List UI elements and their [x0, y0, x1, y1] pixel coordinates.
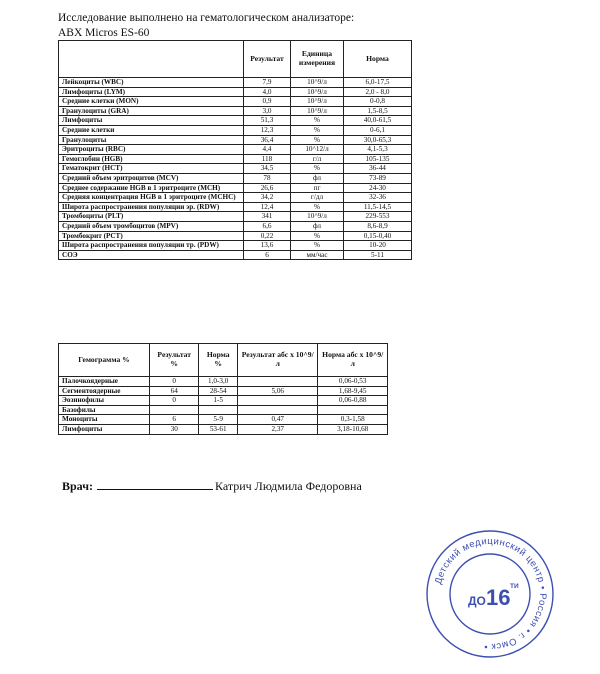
test-name: Гранулоциты — [59, 135, 244, 145]
table-header-row — [59, 41, 412, 78]
norm-absolute: 3,18-10,68 — [318, 424, 388, 434]
table-row — [59, 231, 412, 241]
test-unit: 10^9/л — [291, 87, 344, 97]
test-value: 4,0 — [244, 87, 291, 97]
test-value: 13,6 — [244, 241, 291, 251]
table-row — [59, 154, 412, 164]
test-name: Средние клетки (MON) — [59, 97, 244, 107]
table-row — [59, 173, 412, 183]
test-value: 0,9 — [244, 97, 291, 107]
result-percent: 0 — [150, 396, 199, 406]
test-value: 36,4 — [244, 135, 291, 145]
doctor-label: Врач: — [62, 479, 93, 493]
test-name: Эритроциты (RBC) — [59, 145, 244, 155]
result-absolute — [238, 396, 318, 406]
table-row — [59, 202, 412, 212]
test-value: 3,0 — [244, 106, 291, 116]
test-unit: % — [291, 241, 344, 251]
test-norm: 1,5-8,5 — [344, 106, 412, 116]
test-unit: % — [291, 125, 344, 135]
table-row — [59, 405, 388, 415]
table-row — [59, 135, 412, 145]
test-value: 34,2 — [244, 193, 291, 203]
table-row — [59, 97, 412, 107]
test-name: Широта распространения популяции эр. (RDW) — [59, 202, 244, 212]
test-norm: 5-11 — [344, 250, 412, 260]
heading-line-2: ABX Micros ES-60 — [58, 27, 150, 39]
test-value: 6 — [244, 250, 291, 260]
test-norm: 30,0-65,3 — [344, 135, 412, 145]
cell-type: Эозинофилы — [59, 396, 150, 406]
cell-type: Сегментоядерные — [59, 386, 150, 396]
blood-test-table — [58, 40, 412, 260]
norm-percent: 1-5 — [199, 396, 238, 406]
test-unit: 10^9/л — [291, 106, 344, 116]
result-percent — [150, 405, 199, 415]
header-unit: Единица измерения — [291, 41, 344, 78]
test-unit: фл — [291, 173, 344, 183]
norm-absolute: 1,68-9,45 — [318, 386, 388, 396]
table-row — [59, 87, 412, 97]
test-name: Средние клетки — [59, 125, 244, 135]
test-unit: % — [291, 202, 344, 212]
test-value: 6,6 — [244, 221, 291, 231]
test-name: СОЭ — [59, 250, 244, 260]
signature-blank — [97, 479, 213, 490]
header-norm: Норма — [344, 41, 412, 78]
hemogram-rows — [59, 377, 388, 435]
table-row — [59, 183, 412, 193]
test-unit: % — [291, 164, 344, 174]
test-unit: % — [291, 116, 344, 126]
test-name: Тромбоциты (PLT) — [59, 212, 244, 222]
test-name: Средняя концентрация HGB в 1 эритроците (MCHC) — [59, 193, 244, 203]
norm-percent: 28-54 — [199, 386, 238, 396]
stamp-center-suffix: ТИ — [510, 583, 519, 590]
table-row — [59, 241, 412, 251]
table-row — [59, 386, 388, 396]
result-percent: 6 — [150, 415, 199, 425]
header-result-abs: Результат абс x 10^9/л — [238, 344, 318, 377]
norm-percent: 5-9 — [199, 415, 238, 425]
test-name: Среднее содержание HGB в 1 эритроците (MCH) — [59, 183, 244, 193]
result-percent: 0 — [150, 377, 199, 387]
test-unit: пг — [291, 183, 344, 193]
header-norm-abs: Норма абс x 10^9/л — [318, 344, 388, 377]
result-percent: 30 — [150, 424, 199, 434]
table-row — [59, 116, 412, 126]
cell-type: Палочкоядерные — [59, 377, 150, 387]
test-name: Средний объем тромбоцитов (MPV) — [59, 221, 244, 231]
test-norm: 229-553 — [344, 212, 412, 222]
header-hemogram: Гемограмма % — [59, 344, 150, 377]
test-unit: 10^12/л — [291, 145, 344, 155]
result-absolute: 5,06 — [238, 386, 318, 396]
test-norm: 4,1-5,3 — [344, 145, 412, 155]
test-name: Лейкоциты (WBC) — [59, 78, 244, 88]
test-unit: % — [291, 231, 344, 241]
table-row — [59, 193, 412, 203]
test-unit: 10^9/л — [291, 78, 344, 88]
test-name: Гемоглобин (HGB) — [59, 154, 244, 164]
header-result-pct: Результат % — [150, 344, 199, 377]
test-value: 0,22 — [244, 231, 291, 241]
test-norm: 24-30 — [344, 183, 412, 193]
test-name: Широта распространения популяции тр. (PDW) — [59, 241, 244, 251]
test-value: 118 — [244, 154, 291, 164]
cell-type: Лимфоциты — [59, 424, 150, 434]
test-value: 341 — [244, 212, 291, 222]
test-norm: 0-6,1 — [344, 125, 412, 135]
table-row — [59, 424, 388, 434]
hemogram-table — [58, 343, 388, 435]
norm-percent: 1,0-3,0 — [199, 377, 238, 387]
test-norm: 73-89 — [344, 173, 412, 183]
norm-absolute — [318, 405, 388, 415]
norm-percent — [199, 405, 238, 415]
table-row — [59, 212, 412, 222]
blood-test-rows — [59, 78, 412, 260]
test-value: 12,3 — [244, 125, 291, 135]
test-norm: 40,0-61,5 — [344, 116, 412, 126]
test-norm: 0-0,8 — [344, 97, 412, 107]
table-row — [59, 164, 412, 174]
norm-percent: 53-61 — [199, 424, 238, 434]
cell-type: Моноциты — [59, 415, 150, 425]
table-row — [59, 377, 388, 387]
norm-absolute: 0,06-0,53 — [318, 377, 388, 387]
medical-center-stamp — [424, 528, 556, 660]
test-unit: % — [291, 135, 344, 145]
test-value: 78 — [244, 173, 291, 183]
result-absolute: 0,47 — [238, 415, 318, 425]
table-row — [59, 106, 412, 116]
test-name: Лимфоциты (LYM) — [59, 87, 244, 97]
test-norm: 8,6-8,9 — [344, 221, 412, 231]
report-heading — [58, 11, 354, 41]
table-row — [59, 221, 412, 231]
table-row — [59, 125, 412, 135]
test-value: 51,3 — [244, 116, 291, 126]
test-value: 7,9 — [244, 78, 291, 88]
test-norm: 32-36 — [344, 193, 412, 203]
table-row — [59, 396, 388, 406]
test-value: 34,5 — [244, 164, 291, 174]
table-row — [59, 415, 388, 425]
test-name: Тромбокрит (PCT) — [59, 231, 244, 241]
table-header-row — [59, 344, 388, 377]
table-row — [59, 250, 412, 260]
test-norm: 0,15-0,40 — [344, 231, 412, 241]
test-name: Гематокрит (HCT) — [59, 164, 244, 174]
test-value: 4,4 — [244, 145, 291, 155]
result-percent: 64 — [150, 386, 199, 396]
test-norm: 6,0-17,5 — [344, 78, 412, 88]
test-name: Средний объем эритроцитов (MCV) — [59, 173, 244, 183]
stamp-ring-text: Детский медицинский центр • Россия • г. Омск • — [433, 535, 549, 653]
test-norm: 2,0 - 8,0 — [344, 87, 412, 97]
result-absolute: 2,37 — [238, 424, 318, 434]
test-norm: 105-135 — [344, 154, 412, 164]
test-name: Лимфоциты — [59, 116, 244, 126]
test-unit: фл — [291, 221, 344, 231]
header-result: Результат — [244, 41, 291, 78]
test-unit: г/дл — [291, 193, 344, 203]
header-norm-pct: Норма % — [199, 344, 238, 377]
test-name: Гранулоциты (GRA) — [59, 106, 244, 116]
result-absolute — [238, 377, 318, 387]
heading-line-1: Исследование выполнено на гематологическом анализаторе: — [58, 12, 355, 24]
result-absolute — [238, 405, 318, 415]
stamp-center-prefix: ДО — [468, 594, 486, 608]
table-row — [59, 78, 412, 88]
test-unit: 10^9/л — [291, 97, 344, 107]
doctor-name: Катрич Людмила Федоровна — [214, 479, 362, 493]
test-unit: мм/час — [291, 250, 344, 260]
doctor-signature-line — [62, 479, 362, 494]
test-norm: 10-20 — [344, 241, 412, 251]
test-unit: г/л — [291, 154, 344, 164]
test-norm: 11,5-14,5 — [344, 202, 412, 212]
table-row — [59, 145, 412, 155]
norm-absolute: 0,06-0,88 — [318, 396, 388, 406]
test-value: 26,6 — [244, 183, 291, 193]
norm-absolute: 0,3-1,58 — [318, 415, 388, 425]
test-norm: 36-44 — [344, 164, 412, 174]
test-value: 12,4 — [244, 202, 291, 212]
test-unit: 10^9/л — [291, 212, 344, 222]
stamp-center-number: 16 — [486, 585, 511, 610]
cell-type: Базофилы — [59, 405, 150, 415]
header-empty — [59, 41, 244, 78]
